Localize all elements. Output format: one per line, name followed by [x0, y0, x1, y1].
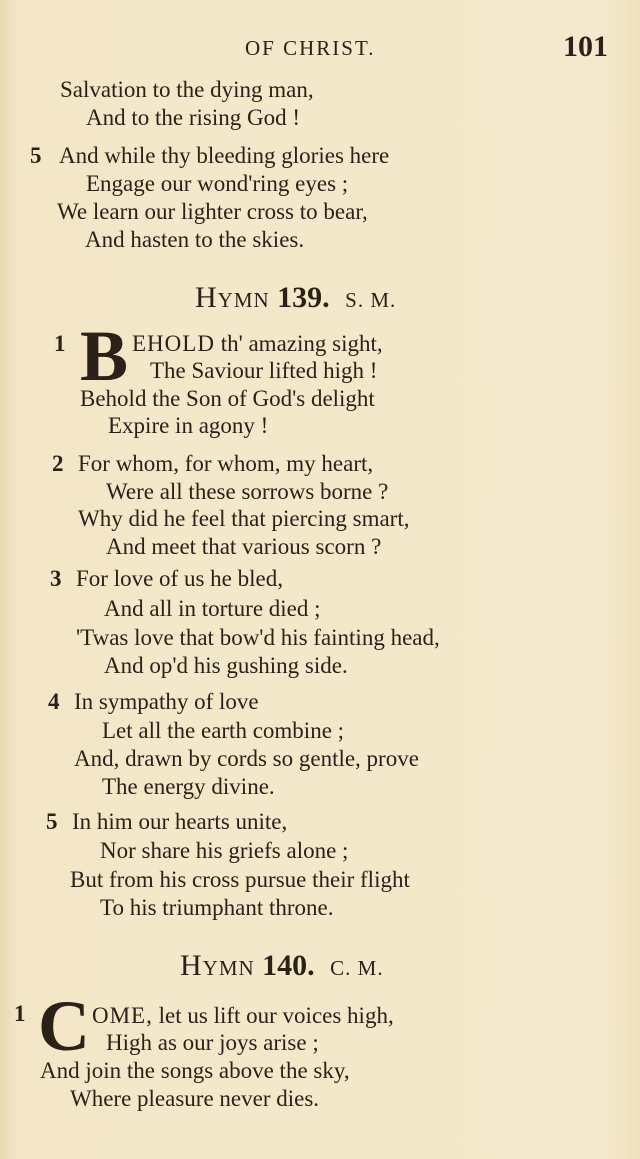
- verse-number: 5: [30, 143, 42, 168]
- drop-cap: C: [38, 986, 90, 1066]
- verse-number: 5: [46, 809, 58, 834]
- verse-number: 4: [48, 689, 60, 714]
- verse-line: 'Twas love that bow'd his fainting head,: [76, 625, 440, 650]
- verse-line: We learn our lighter cross to bear,: [57, 199, 368, 224]
- verse-line: And join the songs above the sky,: [40, 1058, 350, 1083]
- running-title: OF CHRIST.: [245, 36, 376, 60]
- verse-line: Where pleasure never dies.: [70, 1086, 320, 1111]
- hymn-140-heading: [180, 949, 384, 985]
- verse-line: And all in torture died ;: [104, 596, 321, 621]
- verse-line: And hasten to the skies.: [85, 227, 305, 252]
- page-header: [0, 30, 640, 70]
- verse-line: And meet that various scorn ?: [106, 534, 382, 559]
- hymn-number: 140.: [262, 949, 315, 982]
- verse-line: And while thy bleeding glories here: [59, 143, 390, 168]
- first-line-tail: let us lift our voices high,: [152, 1003, 394, 1028]
- verse-number: 2: [52, 451, 64, 476]
- first-word-rest: EHOLD: [132, 331, 215, 356]
- verse-line: In sympathy of love: [74, 689, 259, 714]
- verse-line: Salvation to the dying man,: [60, 77, 314, 102]
- first-word-rest: OME,: [92, 1003, 153, 1028]
- verse-number: 3: [50, 566, 62, 591]
- verse-line: Why did he feel that piercing smart,: [78, 506, 410, 531]
- verse-number: 1: [54, 331, 66, 356]
- first-line-tail: th' amazing sight,: [214, 331, 383, 356]
- verse-line: Were all these sorrows borne ?: [106, 479, 389, 504]
- verse-line: Nor share his griefs alone ;: [100, 838, 349, 863]
- verse-line: Expire in agony !: [108, 413, 269, 438]
- verse-first-line: [92, 1002, 394, 1029]
- verse-line: And op'd his gushing side.: [104, 653, 348, 678]
- verse-line: High as our joys arise ;: [106, 1030, 319, 1055]
- drop-cap: B: [80, 316, 129, 396]
- verse-line: To his triumphant throne.: [100, 895, 334, 920]
- verse-line: In him our hearts unite,: [72, 809, 288, 834]
- hymn-meter: S. M.: [345, 288, 397, 312]
- verse-first-line: [132, 330, 383, 357]
- hymn-meter: C. M.: [330, 956, 384, 980]
- verse-line: And, drawn by cords so gentle, prove: [74, 746, 419, 771]
- verse-number: 1: [14, 1001, 26, 1026]
- verse-line: But from his cross pursue their flight: [70, 867, 410, 892]
- verse-line: And to the rising God !: [86, 105, 301, 130]
- verse-line: For whom, for whom, my heart,: [78, 451, 374, 476]
- page-number: 101: [563, 30, 608, 63]
- hymn-139-heading: [195, 281, 396, 317]
- verse-line: Engage our wond'ring eyes ;: [86, 171, 349, 196]
- hymn-word: Hymn: [180, 949, 255, 982]
- verse-line: For love of us he bled,: [76, 566, 283, 591]
- verse-line: Behold the Son of God's delight: [80, 386, 375, 411]
- hymn-word: Hymn: [195, 281, 270, 314]
- verse-line: The Saviour lifted high !: [150, 358, 378, 383]
- verse-line: Let all the earth combine ;: [102, 718, 345, 743]
- hymn-number: 139.: [277, 281, 330, 314]
- verse-line: The energy divine.: [102, 774, 275, 799]
